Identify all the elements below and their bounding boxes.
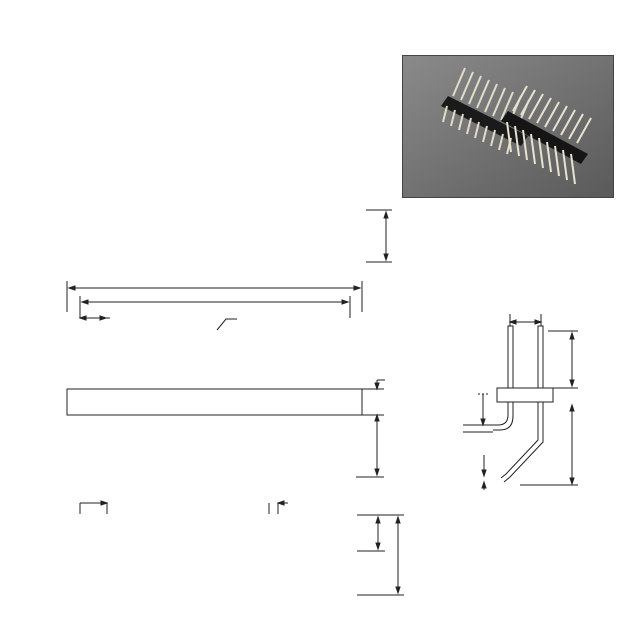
side-view [493, 326, 553, 482]
insulator-body [67, 389, 362, 415]
